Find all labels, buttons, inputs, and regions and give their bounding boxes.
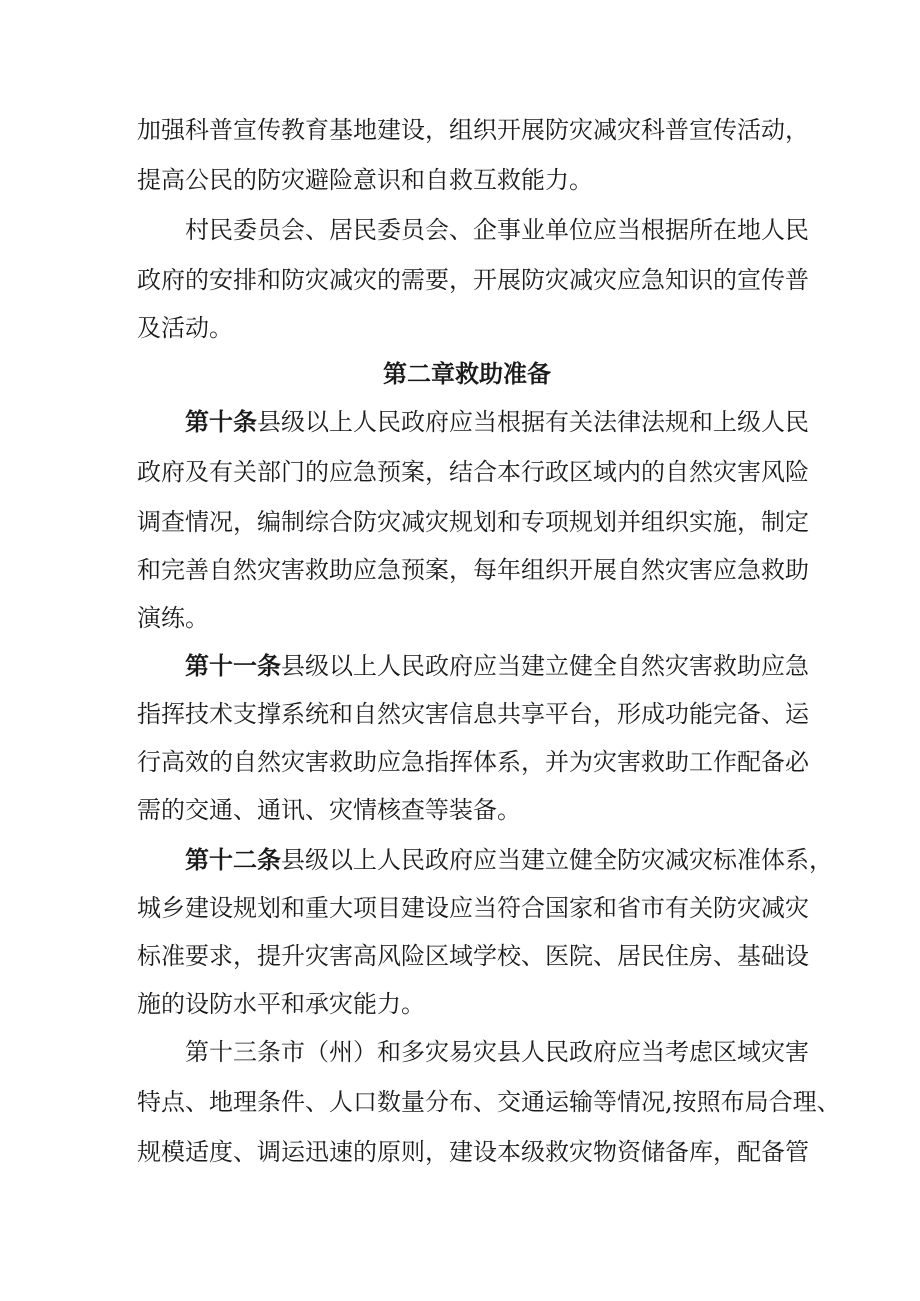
- paragraph-line: 村民委员会、居民委员会、企事业单位应当根据所在地人民: [185, 216, 809, 244]
- paragraph-line: 标准要求，提升灾害高风险区域学校、医院、居民住房、基础设: [137, 942, 809, 970]
- article-label: 第十一条: [185, 652, 281, 680]
- paragraph-line: 演练。: [137, 604, 209, 632]
- paragraph-line: 提高公民的防灾避险意识和自救互救能力。: [137, 166, 593, 194]
- paragraph-line: 调查情况，编制综合防灾减灾规划和专项规划并组织实施，制定: [137, 508, 809, 536]
- paragraph-line: 及活动。: [137, 314, 233, 342]
- article-10-first-line: [185, 406, 809, 438]
- article-label: 第十二条: [185, 846, 281, 874]
- paragraph-line: 规模适度、调运迅速的原则，建设本级救灾物资储备库，配备管: [137, 1138, 809, 1166]
- paragraph-line: 需的交通、通讯、灾情核查等装备。: [137, 796, 521, 824]
- article-11-first-line: [185, 650, 809, 682]
- chapter-heading: 第二章救助准备: [383, 360, 551, 388]
- paragraph-line: 特点、地理条件、人口数量分布、交通运输等情况,按照布局合理、: [137, 1088, 841, 1116]
- article-label: 第十条: [185, 408, 257, 436]
- paragraph-line: 第十三条市（州）和多灾易灾县人民政府应当考虑区域灾害: [185, 1038, 809, 1066]
- article-12-first-line: [185, 844, 833, 876]
- paragraph-line: 政府的安排和防灾减灾的需要，开展防灾减灾应急知识的宣传普: [137, 266, 809, 294]
- article-text: 县级以上人民政府应当根据有关法律法规和上级人民: [257, 408, 809, 436]
- paragraph-line: 指挥技术支撑系统和自然灾害信息共享平台，形成功能完备、运: [137, 700, 809, 728]
- paragraph-line: 城乡建设规划和重大项目建设应当符合国家和省市有关防灾减灾: [137, 894, 809, 922]
- article-text: 县级以上人民政府应当建立健全自然灾害救助应急: [281, 652, 809, 680]
- paragraph-line: 政府及有关部门的应急预案，结合本行政区域内的自然灾害风险: [137, 458, 809, 486]
- paragraph-line: 加强科普宣传教育基地建设，组织开展防灾减灾科普宣传活动，: [137, 116, 809, 144]
- paragraph-line: 施的设防水平和承灾能力。: [137, 990, 425, 1018]
- article-text: 县级以上人民政府应当建立健全防灾减灾标准体系，: [281, 846, 833, 874]
- paragraph-line: 行高效的自然灾害救助应急指挥体系，并为灾害救助工作配备必: [137, 748, 809, 776]
- paragraph-line: 和完善自然灾害救助应急预案，每年组织开展自然灾害应急救助: [137, 556, 809, 584]
